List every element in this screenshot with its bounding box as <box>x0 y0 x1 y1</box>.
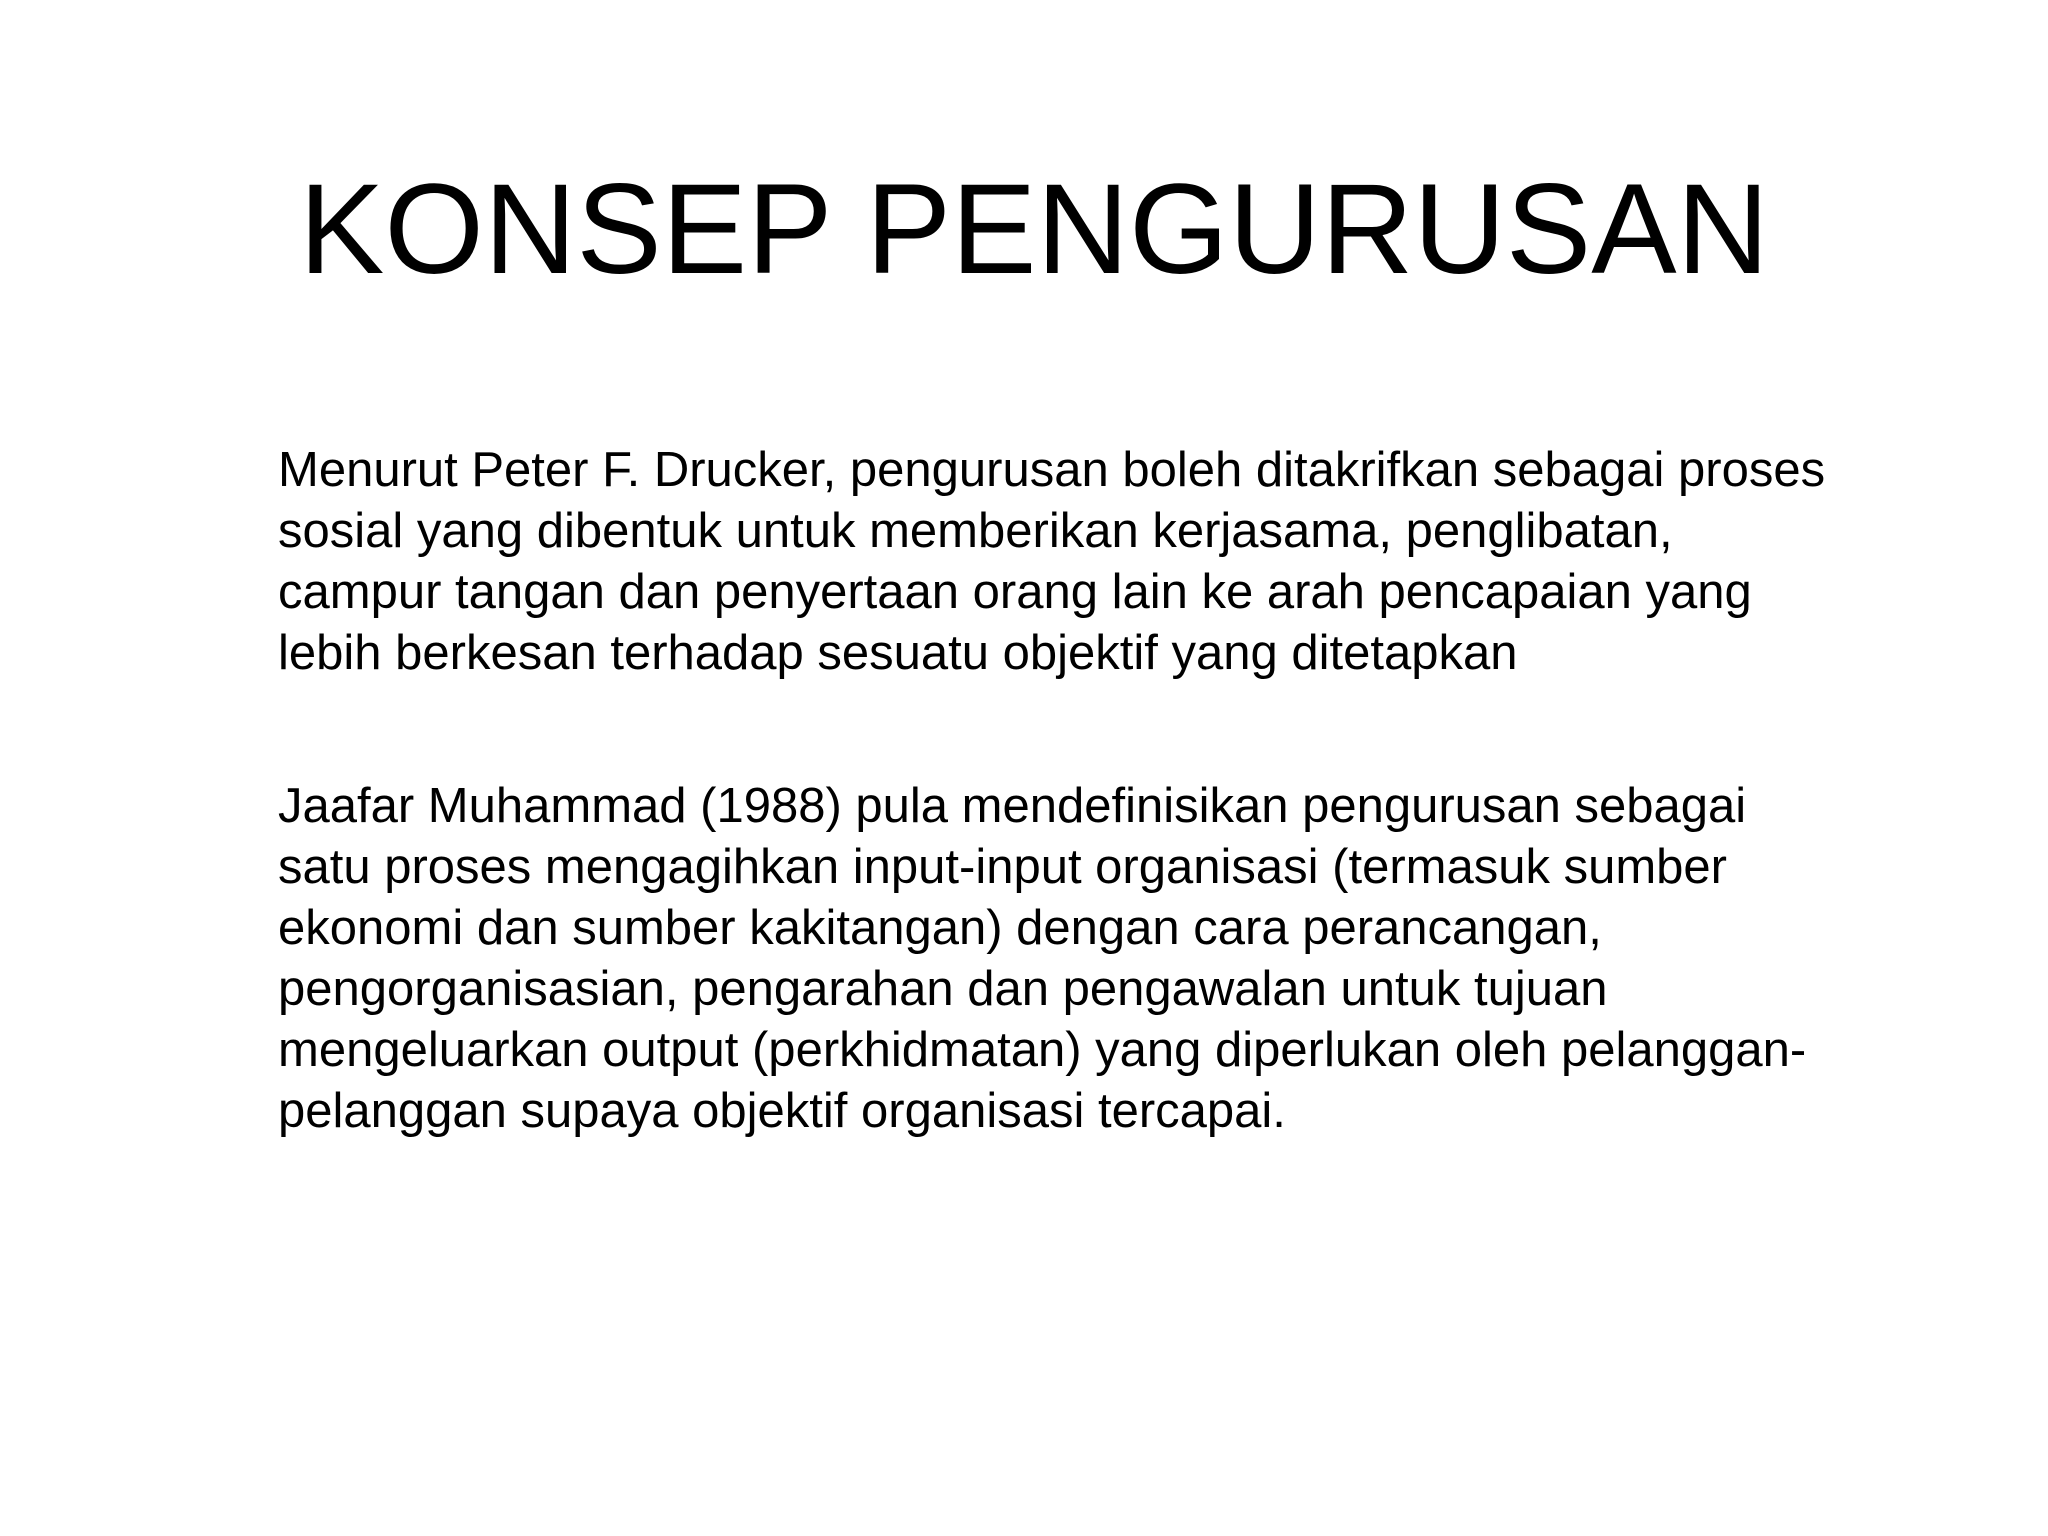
paragraph-line: pelanggan supaya objektif organisasi tercapai. <box>278 1084 1286 1138</box>
paragraph-line: campur tangan dan penyertaan orang lain ke arah pencapaian yang <box>278 565 1752 619</box>
paragraph-line: pengorganisasian, pengarahan dan pengawalan untuk tujuan <box>278 962 1608 1016</box>
slide-body <box>278 440 1938 1142</box>
paragraph-drucker-definition <box>278 440 1938 684</box>
paragraph-line: satu proses mengagihkan input-input organisasi (termasuk sumber <box>278 840 1727 894</box>
paragraph-line: ekonomi dan sumber kakitangan) dengan cara perancangan, <box>278 901 1602 955</box>
paragraph-line: lebih berkesan terhadap sesuatu objektif yang ditetapkan <box>278 626 1518 680</box>
paragraph-line: sosial yang dibentuk untuk memberikan kerjasama, penglibatan, <box>278 504 1673 558</box>
paragraph-line: mengeluarkan output (perkhidmatan) yang diperlukan oleh pelanggan- <box>278 1023 1807 1077</box>
paragraph-jaafar-definition <box>278 776 1938 1142</box>
paragraph-line: Menurut Peter F. Drucker, pengurusan boleh ditakrifkan sebagai proses <box>278 443 1826 497</box>
slide-title: KONSEP PENGURUSAN <box>299 158 1769 301</box>
paragraph-line: Jaafar Muhammad (1988) pula mendefinisikan pengurusan sebagai <box>278 779 1747 833</box>
